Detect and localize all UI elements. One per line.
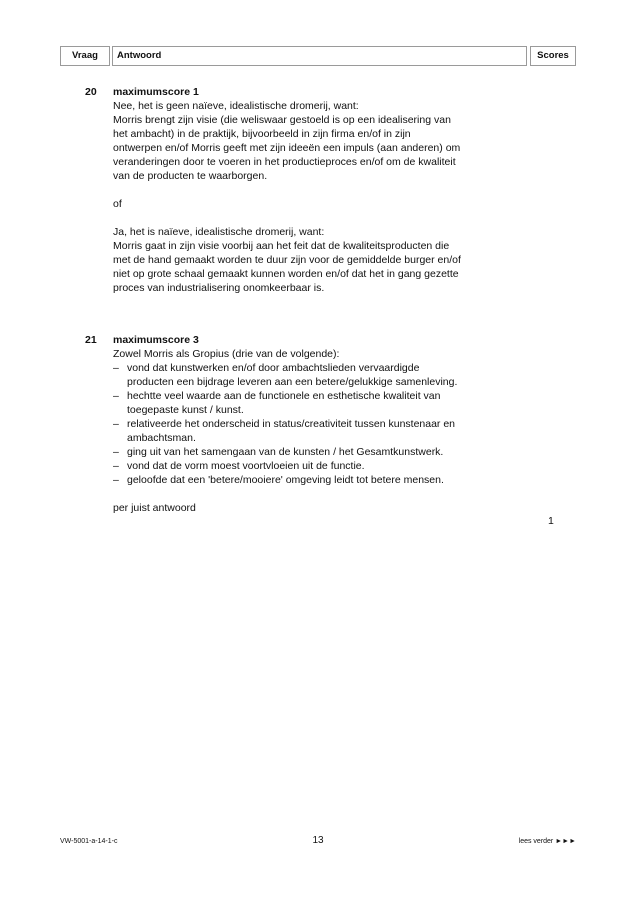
answer-line: niet op grote schaal gemaakt kunnen worden en/of dat het in gang gezette xyxy=(113,268,459,280)
maxscore-21: maximumscore 3 xyxy=(113,334,199,346)
answer-line: Ja, het is naïeve, idealistische dromerij, want: xyxy=(113,226,325,238)
answer-line: met de hand gemaakt worden te duur zijn voor de gemiddelde burger en/of xyxy=(113,254,461,266)
header-antwoord: Antwoord xyxy=(112,46,527,66)
question-21-answer xyxy=(113,333,533,515)
list-item: – relativeerde het onderscheid in status/creativiteit tussen kunstenaar en ambachtsman. xyxy=(113,418,456,444)
list-item: – vond dat kunstwerken en/of door ambachtslieden vervaardigde producten een bijdrage leveren aan een betere/gelukkige samenleving. xyxy=(113,362,458,388)
dash-bullet: – xyxy=(113,418,119,430)
dash-bullet: – xyxy=(113,446,119,458)
or-separator: of xyxy=(113,198,122,210)
per-answer-label: per juist antwoord xyxy=(113,502,196,514)
dash-bullet: – xyxy=(113,390,119,402)
answer-line: Morris brengt zijn visie (die weliswaar gestoeld is op een idealisering van xyxy=(113,114,451,126)
header-vraag: Vraag xyxy=(60,46,110,66)
answer-line: ontwerpen en/of Morris geeft met zijn ideeën een impuls (aan anderen) om xyxy=(113,142,461,154)
list-item: – ging uit van het samengaan van de kunsten / het Gesamtkunstwerk. xyxy=(113,446,444,458)
header-scores: Scores xyxy=(530,46,576,66)
score-value: 1 xyxy=(548,515,554,527)
dash-bullet: – xyxy=(113,474,119,486)
dash-bullet: – xyxy=(113,362,119,374)
page-number: 13 xyxy=(312,835,324,846)
question-20-answer xyxy=(113,85,533,295)
exam-code: VW-5001-a-14-1-c xyxy=(60,838,118,845)
list-item: – geloofde dat een 'betere/mooiere' omgeving leidt tot betere mensen. xyxy=(113,474,444,486)
answer-line: veranderingen door te voeren in het productieproces en/of om de kwaliteit xyxy=(113,156,456,168)
dash-bullet: – xyxy=(113,460,119,472)
question-number-21: 21 xyxy=(85,334,97,346)
answer-line: het ambacht) in de praktijk, bijvoorbeeld in zijn firma en/of in zijn xyxy=(113,128,411,140)
list-item: – vond dat de vorm moest voortvloeien uit de functie. xyxy=(113,460,365,472)
answer-line: Nee, het is geen naïeve, idealistische dromerij, want: xyxy=(113,100,359,112)
answer-line: Morris gaat in zijn visie voorbij aan het feit dat de kwaliteitsproducten die xyxy=(113,240,450,252)
answer-line: van de producten te waarborgen. xyxy=(113,170,268,182)
question-number-20: 20 xyxy=(85,86,97,98)
answer-intro: Zowel Morris als Gropius (drie van de volgende): xyxy=(113,348,340,360)
list-item: – hechtte veel waarde aan de functionele en esthetische kwaliteit van toegepaste kunst / kunst. xyxy=(113,390,441,416)
answer-line: proces van industrialisering onomkeerbaar is. xyxy=(113,282,325,294)
continue-label: lees verder ►►► xyxy=(518,838,576,845)
maxscore-20: maximumscore 1 xyxy=(113,86,199,98)
